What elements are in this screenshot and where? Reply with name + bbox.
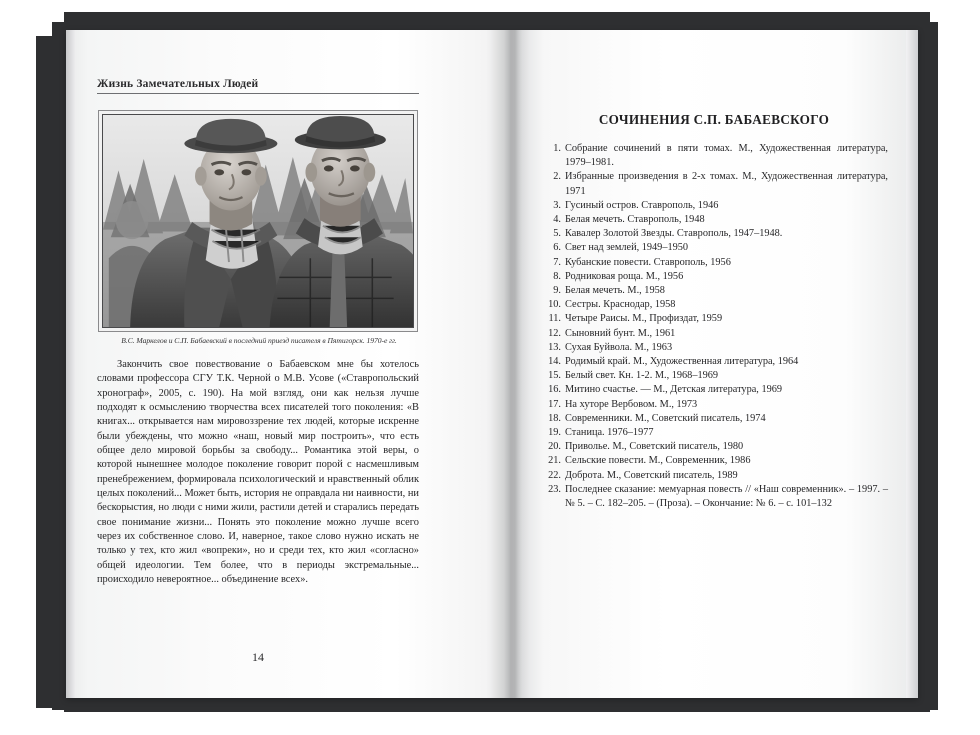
work-entry-number: 1. bbox=[553, 143, 561, 154]
work-entry bbox=[544, 142, 888, 170]
work-entry-number: 9. bbox=[553, 285, 561, 297]
works-list-title: СОЧИНЕНИЯ С.П. БАБАЕВСКОГО bbox=[598, 112, 830, 127]
work-entry-text: Сестры. Краснодар, 1958 bbox=[565, 299, 676, 311]
photo-caption: В.С. Маркелов и С.П. Бабаевский в последний приезд писателя в Пятигорск. 1970-е гг. bbox=[121, 336, 397, 345]
work-entry-number: 10. bbox=[548, 299, 561, 311]
work-entry-text: Кавалер Золотой Звезды. Ставрополь, 1947–1948. bbox=[565, 228, 783, 240]
work-entry-text: Сухая Буйвола. М., 1963 bbox=[565, 341, 673, 353]
work-entry-number: 20. bbox=[548, 441, 561, 453]
running-head-rule bbox=[97, 93, 419, 94]
work-entry-number: 8. bbox=[553, 270, 561, 282]
work-entry-number: 19. bbox=[548, 427, 561, 439]
work-entry-text: На хуторе Вербовом. М., 1973 bbox=[565, 398, 698, 410]
work-entry bbox=[544, 284, 888, 298]
work-entry-number: 11. bbox=[548, 313, 561, 325]
work-entry-number: 15. bbox=[548, 370, 561, 382]
work-entry bbox=[544, 298, 888, 312]
work-entry-text: Доброта. М., Советский писатель, 1989 bbox=[565, 469, 738, 481]
work-entry-number: 17. bbox=[548, 398, 561, 410]
work-entry-number: 4. bbox=[553, 214, 561, 226]
work-entry bbox=[544, 270, 888, 284]
work-entry bbox=[544, 412, 888, 426]
work-entry-number: 6. bbox=[553, 242, 561, 254]
work-entry-text: Родимый край. М., Художественная литература, 1964 bbox=[565, 356, 799, 368]
work-entry bbox=[544, 469, 888, 483]
work-entry-text: Сельские повести. М., Современник, 1986 bbox=[565, 455, 751, 467]
work-entry-text: Гусиный остров. Ставрополь, 1946 bbox=[565, 199, 719, 211]
work-entry-text: Свет над землей, 1949–1950 bbox=[565, 242, 689, 254]
work-entry bbox=[544, 256, 888, 270]
work-entry-text: Собрание сочинений в пяти томах. М., Художественная литература, 1979–1981. bbox=[565, 143, 888, 169]
photograph bbox=[102, 114, 414, 328]
works-list bbox=[544, 142, 888, 511]
work-entry bbox=[544, 355, 888, 369]
work-entry-number: 23. bbox=[548, 483, 561, 495]
work-entry-text: Сыновний бунт. М., 1961 bbox=[565, 327, 676, 339]
work-entry-text: Последнее сказание: мемуарная повесть // «Наш современник». – 1997. – № 5. – С. 182–205. – (Проза). – Окончание: № 6. – с. 101–132 bbox=[565, 483, 888, 510]
work-entry-number: 18. bbox=[548, 412, 561, 424]
work-entry-text: Кубанские повести. Ставрополь, 1956 bbox=[565, 256, 731, 268]
work-entry bbox=[544, 312, 888, 326]
body-paragraph: Закончить свое повествование о Бабаевском мне бы хотелось словами профессора СГУ Т.К. Черной о М.В. Усове («Ставропольский хронограф», 2005, с. 190). На мой взгляд, они как нельзя лучше подходят к осмыслению творчества всех писателей того поколения: «В книгах... открывается нам мировоззрение тех людей, которые искренне были убеждены, что можно «наш, новый мир построить», что есть общее дело мировой борьбы за свободу... Романтика этой веры, о которой нынешнее молодое поколение говорит порой с насмешливым пренебрежением, формировала психологический и нравственный облик целых поколений... Может быть, история не оправдала ни наивности, ни бескорыстия, но люди с ними жили, растили детей и старались передать свое понимание жизни... Понять это поколение можно лучше всего через их собственное слово. И, наверное, такое слово нужно искать не только у тех, кто жил «вопреки», но и среди тех, кто жил «согласно» общей идеологии. Тем более, что в периоды экстремальные... происходило невероятное... объединение всех». bbox=[97, 359, 419, 586]
work-entry-number: 22. bbox=[548, 469, 561, 481]
work-entry bbox=[544, 398, 888, 412]
work-entry bbox=[544, 199, 888, 213]
work-entry bbox=[544, 213, 888, 227]
work-entry-number: 21. bbox=[548, 455, 561, 467]
work-entry-text: Современники. М., Советский писатель, 1974 bbox=[565, 412, 766, 424]
work-entry bbox=[544, 327, 888, 341]
work-entry-number: 7. bbox=[553, 256, 561, 268]
work-entry-text: Приволье. М., Советский писатель, 1980 bbox=[565, 441, 744, 453]
work-entry bbox=[544, 241, 888, 255]
work-entry-text: Белый свет. Кн. 1-2. М., 1968–1969 bbox=[565, 370, 719, 382]
open-book bbox=[66, 30, 918, 698]
work-entry-text: Четыре Раисы. М., Профиздат, 1959 bbox=[565, 313, 723, 325]
work-entry-text: Избранные произведения в 2-х томах. М., Художественная литература, 1971 bbox=[565, 171, 888, 197]
running-head bbox=[97, 78, 419, 94]
work-entry-text: Митино счастье. — М., Детская литература, 1969 bbox=[565, 384, 783, 396]
right-page bbox=[510, 30, 918, 698]
work-entry bbox=[544, 426, 888, 440]
photograph-image bbox=[103, 115, 413, 327]
work-entry bbox=[544, 454, 888, 468]
left-page bbox=[66, 30, 510, 698]
work-entry-number: 16. bbox=[548, 384, 561, 396]
work-entry-number: 3. bbox=[553, 199, 561, 211]
page-number: 14 bbox=[252, 650, 264, 664]
work-entry-number: 14. bbox=[548, 356, 561, 368]
work-entry bbox=[544, 227, 888, 241]
work-entry-text: Белая мечеть. Ставрополь, 1948 bbox=[565, 214, 705, 226]
work-entry bbox=[544, 483, 888, 511]
running-head-text: Жизнь Замечательных Людей bbox=[97, 78, 259, 90]
work-entry bbox=[544, 383, 888, 397]
photograph-frame bbox=[98, 110, 418, 332]
work-entry-number: 2. bbox=[553, 171, 561, 183]
work-entry-number: 13. bbox=[548, 341, 561, 353]
work-entry bbox=[544, 341, 888, 355]
work-entry bbox=[544, 440, 888, 454]
work-entry-number: 5. bbox=[553, 228, 561, 240]
work-entry bbox=[544, 170, 888, 198]
work-entry-number: 12. bbox=[548, 327, 561, 339]
work-entry-text: Родниковая роща. М., 1956 bbox=[565, 270, 684, 282]
work-entry bbox=[544, 369, 888, 383]
work-entry-text: Станица. 1976–1977 bbox=[565, 427, 654, 439]
work-entry-text: Белая мечеть. М., 1958 bbox=[565, 285, 665, 297]
